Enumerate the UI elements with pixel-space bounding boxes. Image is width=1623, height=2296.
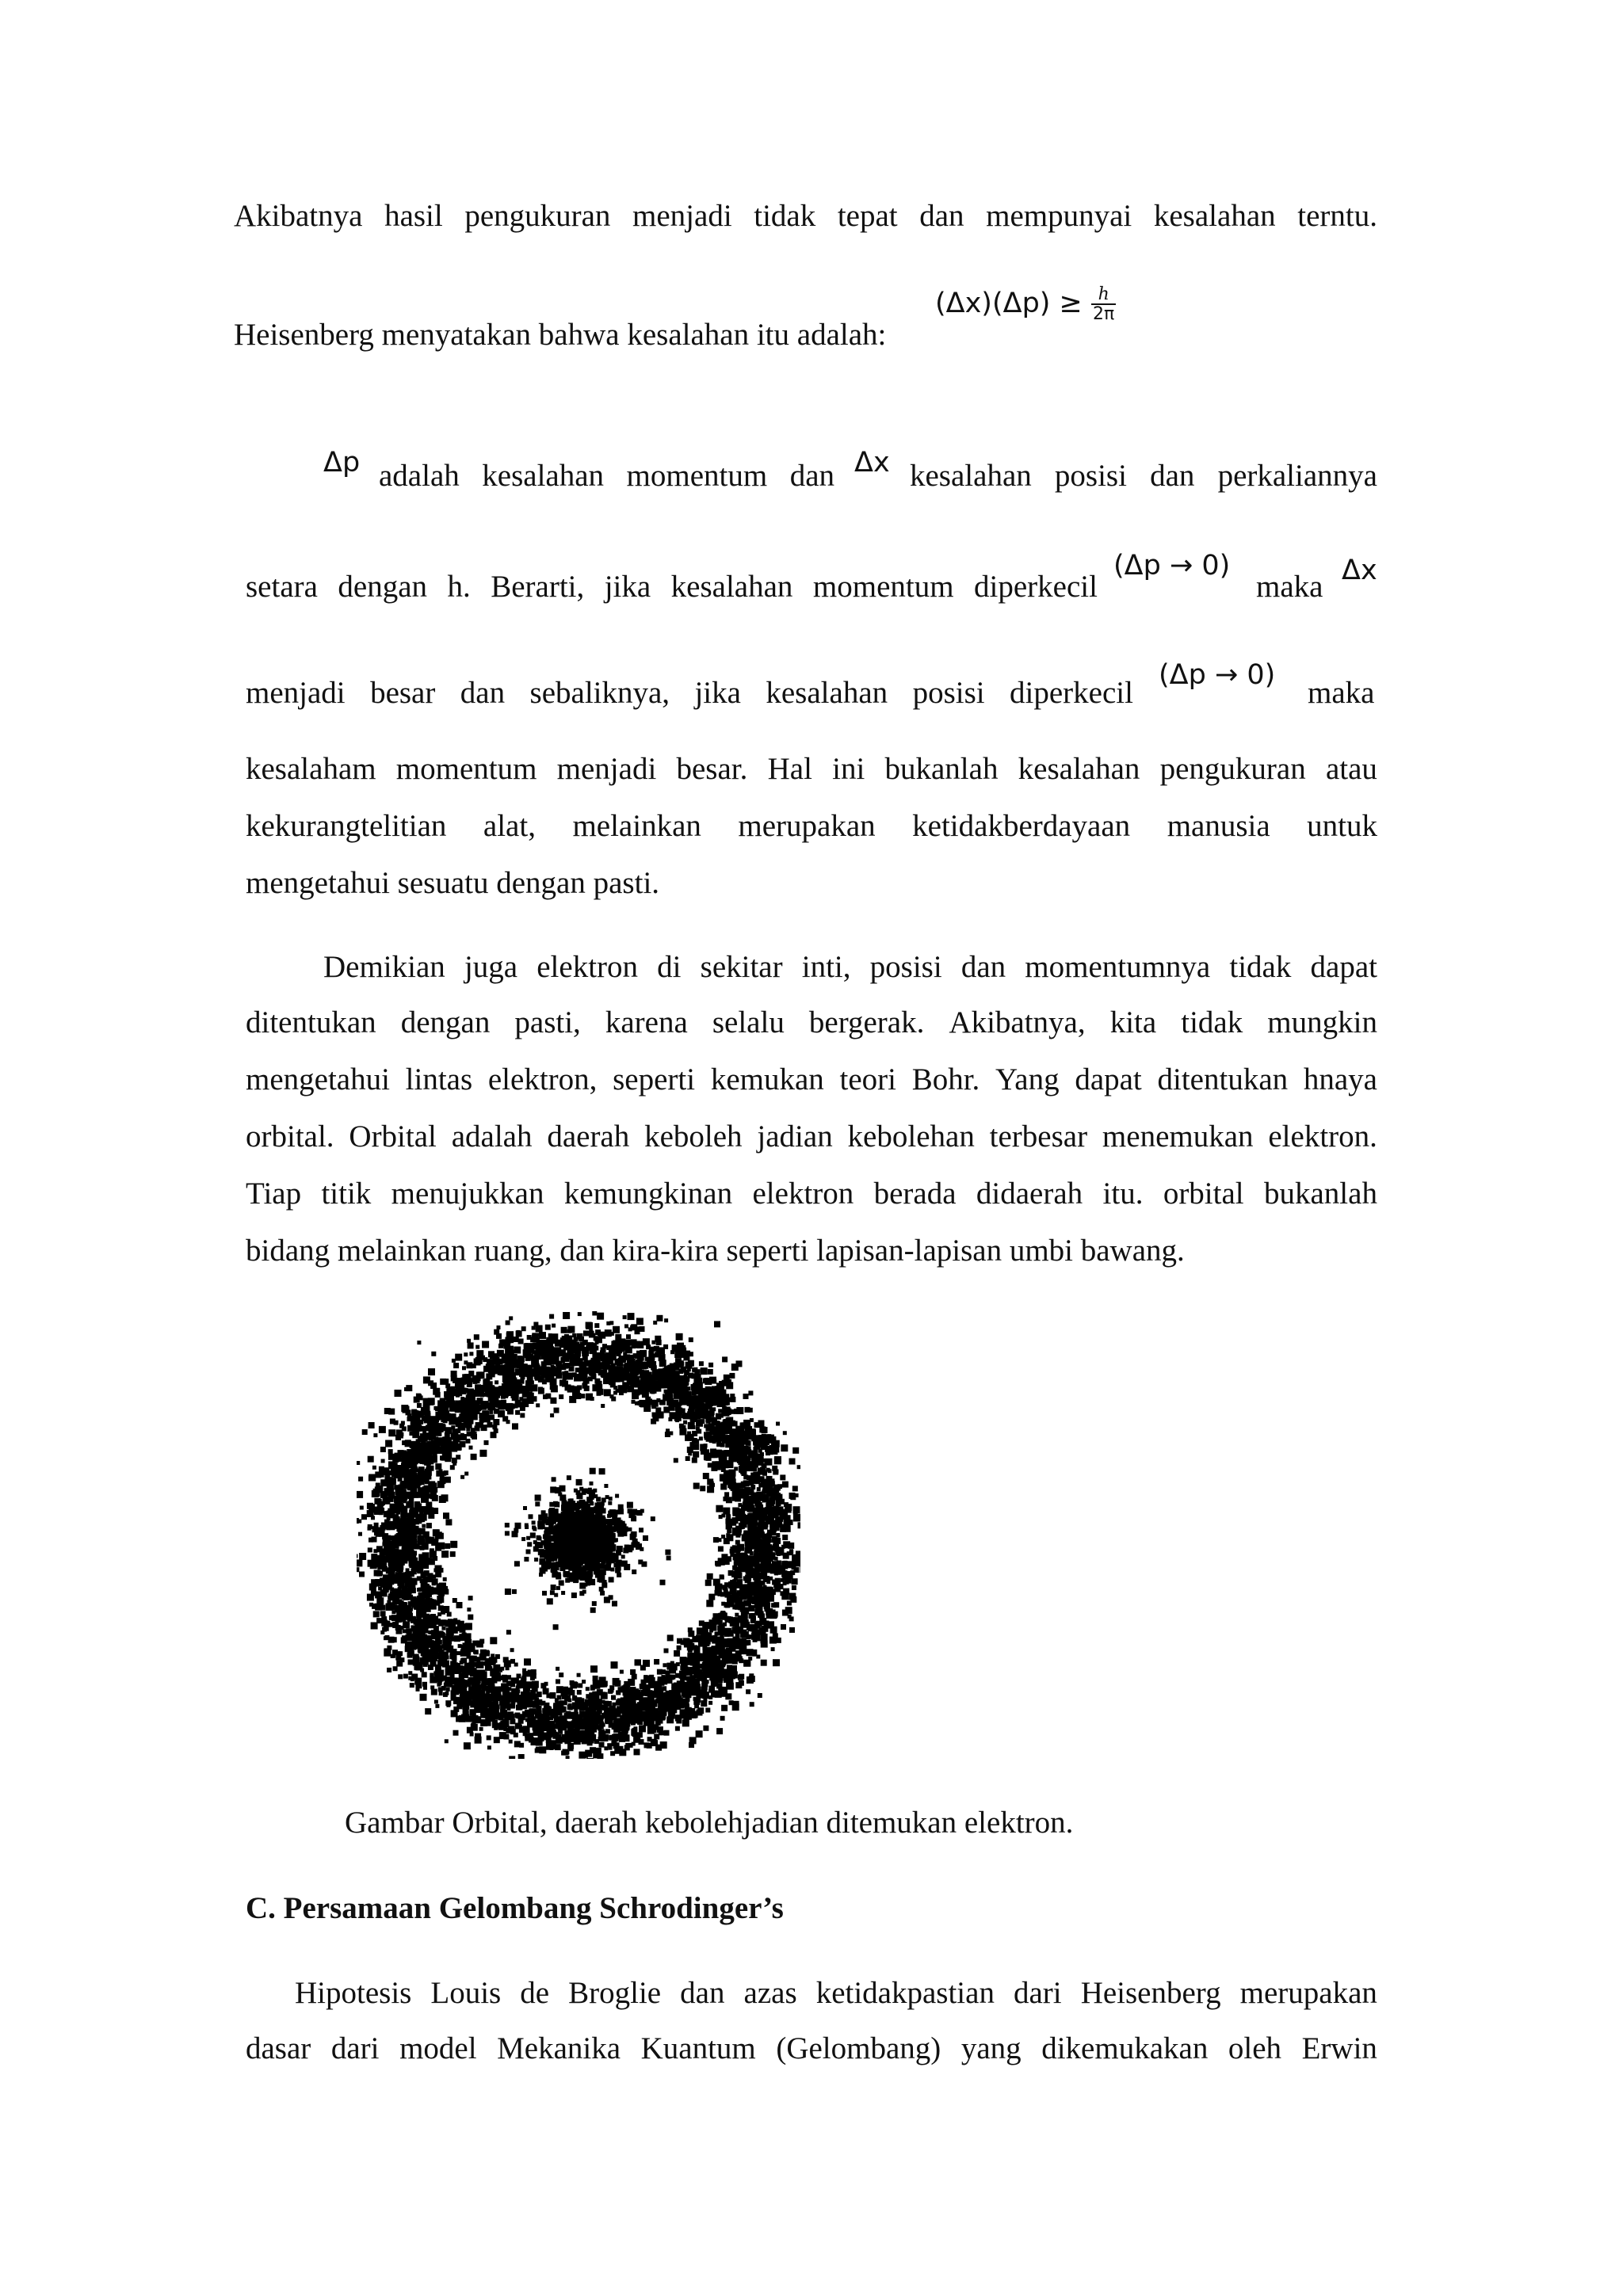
limit-expression-1: (Δp → 0) [1113,550,1231,582]
word: ketidakpastian [815,1976,995,2010]
word: kesalahan [1153,199,1276,233]
word: dasar [246,2031,311,2065]
word: daerah [547,1119,630,1154]
word: hasil [384,199,443,233]
word: mungkin [1267,1005,1377,1039]
word: kekurangtelitian [246,809,447,843]
word: tepat [837,199,898,233]
word: kesalahan [766,676,888,710]
p2-line3 [246,675,1133,711]
p2-line1-a [379,458,834,494]
word: Hipotesis [295,1976,412,2010]
word: model [399,2031,477,2065]
word: momentum [812,570,954,604]
p3-line6: bidang melainkan ruang, dan kira-kira seperti lapisan-lapisan umbi bawang. [246,1234,1185,1268]
p2-line1-b [910,458,1377,494]
maka-1: maka [1256,570,1323,604]
word: Yang [995,1062,1060,1097]
word: orbital. [246,1119,334,1154]
word: seperti [613,1062,696,1097]
word: Mekanika [497,2031,621,2065]
word: Akibatnya, [949,1005,1086,1039]
word: elektron [752,1177,854,1211]
word: Broglie [568,1976,662,2010]
maka-2: maka [1308,676,1375,710]
word: dan [919,199,964,233]
word: jika [694,676,741,710]
word: kita [1109,1005,1157,1039]
word: (Gelombang) [776,2031,941,2065]
word: di [657,950,682,984]
word: bukanlah [1263,1177,1377,1211]
word: Berarti, [491,570,585,604]
word: untuk [1307,809,1377,843]
word: kemukan [710,1062,824,1097]
word: ini [832,752,865,786]
word: posisi [912,676,985,710]
word: kesalaham [246,752,376,786]
word: terntu. [1297,199,1377,233]
word: bukanlah [884,752,999,786]
word: dan [960,950,1006,984]
word: Hal [767,752,812,786]
word: ditentukan [246,1005,376,1039]
word: kesalahan [1018,752,1140,786]
word: azas [743,1976,797,2010]
word: Tiap [246,1177,302,1211]
word: dapat [1310,950,1377,984]
word: dari [330,2031,380,2065]
word: kesalahan [910,459,1032,493]
word: menjadi [246,676,346,710]
word: perkaliannya [1217,459,1377,493]
word: tidak [1181,1005,1243,1039]
word: melainkan [572,809,701,843]
word: merupakan [1239,1976,1377,2010]
word: titik [321,1177,372,1211]
word: teori [839,1062,896,1097]
word: hnaya [1303,1062,1377,1097]
word: selalu [712,1005,785,1039]
word: atau [1325,752,1377,786]
word: diperkecil [1010,676,1133,710]
word: elektron, [487,1062,598,1097]
word: manusia [1167,809,1270,843]
word: sebaliknya, [529,676,670,710]
word: kebolehan [847,1119,975,1154]
orbital-diagram [357,1311,800,1759]
word: bergerak. [808,1005,925,1039]
p1-line1 [234,198,1377,234]
word: momentum [626,459,768,493]
word: pengukuran [1159,752,1306,786]
word: kemungkinan [563,1177,733,1211]
word: inti, [801,950,851,984]
word: terbesar [989,1119,1088,1154]
word: Louis [430,1976,502,2010]
word: tidak [1229,950,1292,984]
word: alat, [483,809,536,843]
word: h. [447,570,471,604]
word: dapat [1075,1062,1142,1097]
limit-expression-2: (Δp → 0) [1159,659,1276,691]
p3-line1 [323,949,1377,985]
word: Orbital [349,1119,437,1154]
word: setara [246,570,318,604]
word: jadian [757,1119,833,1154]
word: Erwin [1301,2031,1377,2065]
p2-line2 [246,569,1098,605]
p1-line2: Heisenberg menyatakan bahwa kesalahan itu adalah: [234,318,887,352]
word: dan [680,1976,725,2010]
word: yang [960,2031,1022,2065]
figure-caption: Gambar Orbital, daerah kebolehjadian ditemukan elektron. [345,1806,1074,1840]
delta-x-symbol-2: Δx [1342,555,1377,586]
p3-line2 [246,1005,1377,1040]
word: itu. [1102,1177,1144,1211]
word: kesalahan [670,570,793,604]
word: dari [1014,1976,1062,2010]
word: Bohr. [911,1062,980,1097]
word: besar [370,676,436,710]
word: keboleh [644,1119,743,1154]
word: dikemukakan [1041,2031,1209,2065]
word: momentum [395,752,537,786]
word: mengetahui [246,1062,390,1097]
word: dan [460,676,506,710]
word: momentumnya [1025,950,1211,984]
word: menjadi [632,199,732,233]
word: jika [604,570,651,604]
delta-x-symbol: Δx [854,447,890,479]
heisenberg-formula: (Δx)(Δp) ≥ $\frac{h}{2\pi}$ [935,284,1115,325]
word: adalah [379,459,460,493]
section-c-line2 [246,2031,1377,2066]
word: menujukkan [391,1177,544,1211]
p3-line5 [246,1176,1377,1211]
word: besar. [676,752,748,786]
word: merupakan [738,809,876,843]
section-heading: C. Persamaan Gelombang Schrodinger’s [246,1891,784,1925]
word: diperkecil [974,570,1098,604]
p2-line4 [246,751,1377,787]
word: lintas [405,1062,473,1097]
section-c-line1 [295,1975,1377,2011]
word: ditentukan [1157,1062,1289,1097]
word: kesalahan [482,459,605,493]
word: dengan [338,570,428,604]
p2-line5 [246,808,1377,844]
word: oleh [1228,2031,1282,2065]
p3-line3 [246,1062,1377,1097]
word: elektron [537,950,639,984]
word: didaerah [976,1177,1083,1211]
word: pasti, [514,1005,581,1039]
word: karena [605,1005,688,1039]
word: tidak [754,199,816,233]
word: Kuantum [640,2031,756,2065]
p2-line6: mengetahui sesuatu dengan pasti. [246,866,660,900]
word: elektron. [1268,1119,1377,1154]
word: pengukuran [464,199,611,233]
word: berada [873,1177,957,1211]
word: Heisenberg [1080,1976,1221,2010]
word: posisi [1054,459,1127,493]
word: dengan [400,1005,491,1039]
word: adalah [451,1119,533,1154]
word: dan [1150,459,1195,493]
word: juga [464,950,518,984]
word: menemukan [1102,1119,1254,1154]
word: posisi [869,950,942,984]
delta-p-symbol: Δp [323,447,361,479]
word: ketidakberdayaan [912,809,1131,843]
p3-line4 [246,1119,1377,1154]
word: mempunyai [986,199,1132,233]
word: dan [789,459,834,493]
word: Demikian [323,950,445,984]
word: sekitar [700,950,783,984]
word: de [520,1976,550,2010]
word: orbital [1163,1177,1244,1211]
word: menjadi [556,752,657,786]
word: Akibatnya [234,199,363,233]
